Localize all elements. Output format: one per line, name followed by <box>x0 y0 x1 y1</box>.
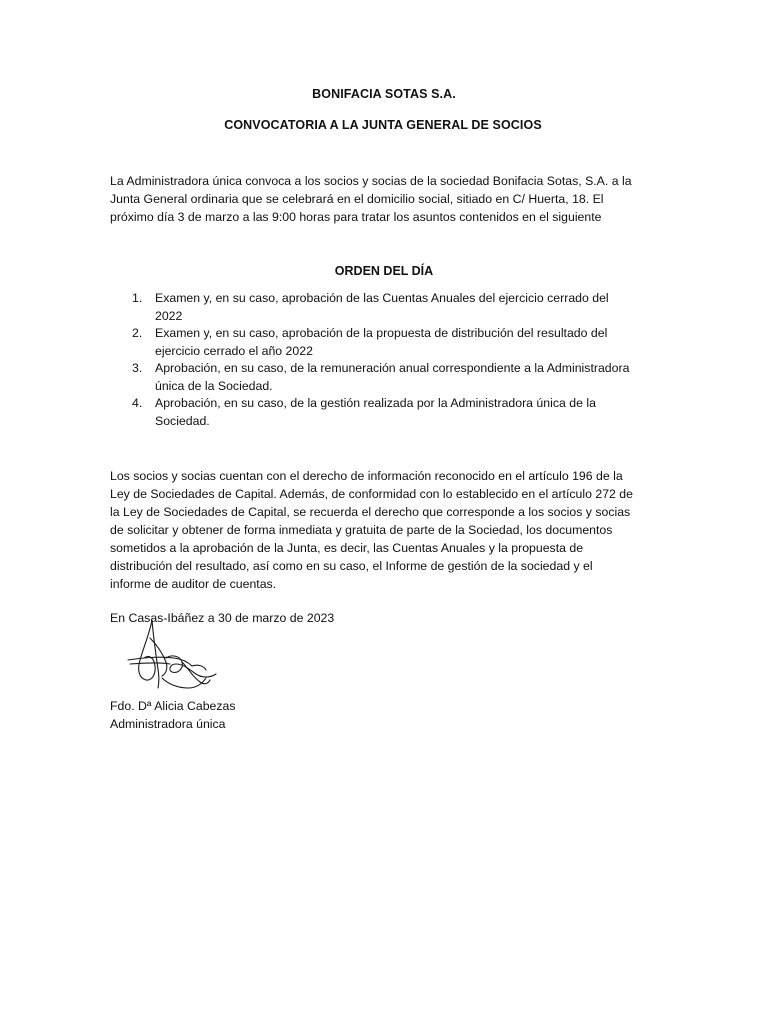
agenda-item-text: Examen y, en su caso, aprobación de la propuesta de distribución del resultado del ejercicio cerrado el año 2022 <box>155 326 608 358</box>
company-name: BONIFACIA SOTAS S.A. <box>312 87 456 101</box>
signer-role: Administradora única <box>110 717 226 731</box>
place-date: En Casas-Ibáñez a 30 de marzo de 2023 <box>110 611 335 625</box>
intro-paragraph: La Administradora única convoca a los socios y socias de la sociedad Bonifacia Sotas, S.A. a la Junta General ordinaria que se celebrará en el domicilio social, sitiado en C/ Huerta, 18. El próximo día 3 de marzo a las 9:00 horas para tratar los asuntos contenidos en el siguiente <box>110 174 632 224</box>
information-rights-paragraph: Los socios y socias cuentan con el derecho de información reconocido en el artículo 196 de la Ley de Sociedades de Capital. Además, de conformidad con lo establecido en el artículo 272 de la Ley de Sociedades de Capital, se recuerda el derecho que corresponde a los socios y socias de solicitar y obtener de forma inmediata y gratuita de parte de la Sociedad, los documentos sometidos a la aprobación de la Junta, es decir, las Cuentas Anuales y la propuesta de distribución del resultado, así como en su caso, el Informe de gestión de la sociedad y el informe de auditor de cuentas. <box>110 469 633 591</box>
agenda-item-text: Aprobación, en su caso, de la gestión realizada por la Administradora única de la Sociedad. <box>155 396 596 428</box>
agenda-item-number: 3. <box>132 361 143 375</box>
agenda-item-number: 4. <box>132 396 143 410</box>
agenda-item <box>110 395 660 430</box>
signer-name: Fdo. Dª Alicia Cabezas <box>110 699 236 713</box>
agenda-item-text: Aprobación, en su caso, de la remuneración anual correspondiente a la Administradora única de la Sociedad. <box>155 361 630 393</box>
agenda-list <box>110 290 660 430</box>
agenda-item <box>110 325 660 360</box>
agenda-item <box>110 360 660 395</box>
document-title: CONVOCATORIA A LA JUNTA GENERAL DE SOCIOS <box>224 118 542 132</box>
agenda-item-number: 2. <box>132 326 143 340</box>
handwritten-signature <box>122 618 222 700</box>
agenda-item-number: 1. <box>132 291 143 305</box>
agenda-heading: ORDEN DEL DÍA <box>334 264 434 278</box>
agenda-item-text: Examen y, en su caso, aprobación de las Cuentas Anuales del ejercicio cerrado del 2022 <box>155 291 609 323</box>
agenda-item <box>110 290 660 325</box>
